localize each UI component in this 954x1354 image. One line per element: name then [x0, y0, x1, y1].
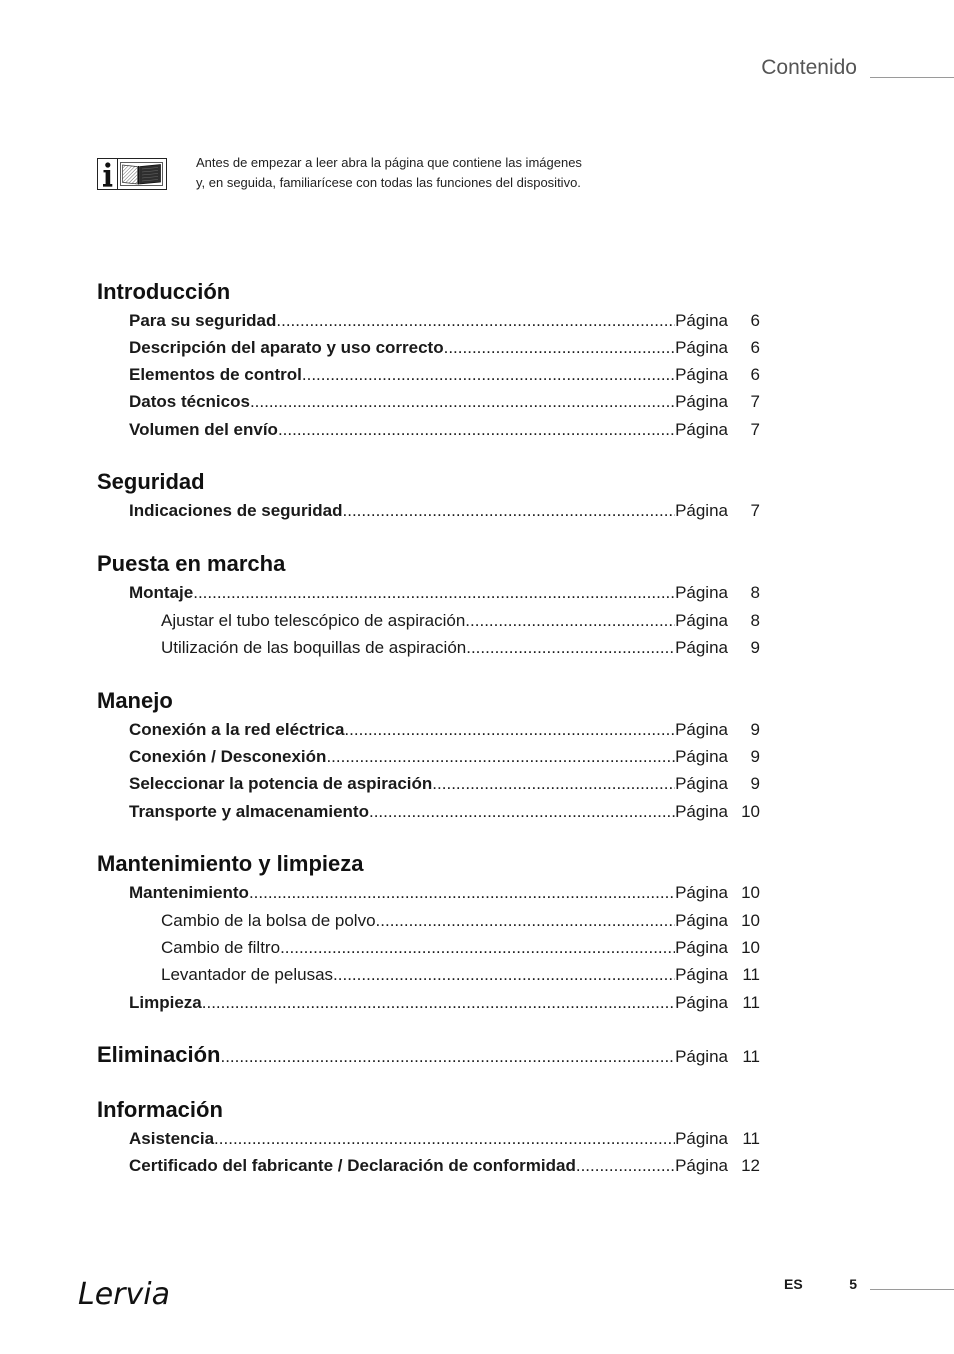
page-label: Página — [675, 965, 728, 985]
dot-leader — [249, 879, 675, 906]
dot-leader — [278, 416, 675, 443]
dot-leader — [369, 798, 675, 825]
entry-label: Descripción del aparato y uso correcto — [129, 337, 444, 357]
page-number: 6 — [750, 365, 760, 385]
page-number: 6 — [750, 310, 760, 330]
toc-entry — [97, 307, 760, 334]
section-title: Manejo — [97, 687, 173, 713]
page-label: Página — [675, 310, 728, 330]
dot-leader — [326, 743, 675, 770]
page-number: 9 — [750, 746, 760, 766]
page-label: Página — [675, 337, 728, 357]
toc-entry — [97, 879, 760, 906]
toc-entry — [97, 416, 760, 443]
dot-leader — [576, 1152, 675, 1179]
dot-leader — [376, 907, 676, 934]
notice-line: y, en seguida, familiarícese con todas las funciones del dispositivo. — [196, 175, 581, 190]
entry-label: Indicaciones de seguridad — [129, 501, 343, 521]
page-number: 10 — [741, 910, 760, 930]
page-number: 8 — [750, 610, 760, 630]
entry-label: Montaje — [129, 583, 194, 603]
section-title: Seguridad — [97, 469, 205, 495]
page-label: Página — [675, 1047, 728, 1067]
toc-entry — [97, 798, 760, 825]
page-number: 10 — [741, 883, 760, 903]
entry-label: Utilización de las boquillas de aspiración — [161, 637, 467, 657]
toc-entry — [97, 1125, 760, 1152]
page-label: Página — [675, 774, 728, 794]
page-number: 10 — [741, 801, 760, 821]
notice-text — [196, 153, 582, 193]
page-label: Página — [675, 1156, 728, 1176]
entry-label: Conexión a la red eléctrica — [129, 719, 345, 739]
entry-label: Mantenimiento — [129, 883, 249, 903]
toc-section-entry — [97, 1039, 760, 1070]
page-label: Página — [675, 992, 728, 1012]
toc-entry — [97, 388, 760, 415]
section-title: Puesta en marcha — [97, 551, 286, 577]
page-number: 8 — [750, 583, 760, 603]
page-label: Página — [675, 801, 728, 821]
page-number: 12 — [741, 1156, 760, 1176]
page-number: 11 — [742, 992, 760, 1012]
toc-entry — [97, 1152, 760, 1179]
page-label: Página — [675, 392, 728, 412]
section-title: Información — [97, 1096, 223, 1122]
entry-label: Cambio de la bolsa de polvo — [161, 910, 376, 930]
dot-leader — [432, 770, 675, 797]
dot-leader — [276, 307, 675, 334]
open-book-icon — [121, 163, 163, 186]
toc-section-puesta-en-marcha — [97, 548, 760, 661]
dot-leader — [465, 607, 675, 634]
page-header-title: Contenido — [761, 56, 857, 79]
toc-subentry — [97, 907, 760, 934]
section-title: Eliminación — [97, 1042, 221, 1068]
toc-entry — [97, 579, 760, 606]
toc-section-informacion — [97, 1094, 760, 1180]
page-label: Página — [675, 746, 728, 766]
page-label: Página — [675, 610, 728, 630]
entry-label: Conexión / Desconexión — [129, 746, 327, 766]
page-number: 10 — [741, 937, 760, 957]
table-of-contents — [97, 276, 760, 1180]
entry-label: Seleccionar la potencia de aspiración — [129, 774, 433, 794]
page-label: Página — [675, 883, 728, 903]
dot-leader — [280, 934, 675, 961]
dot-leader — [344, 716, 675, 743]
dot-leader — [343, 497, 676, 524]
entry-label: Limpieza — [129, 992, 202, 1012]
footer-rule — [870, 1289, 954, 1290]
page-number: 6 — [750, 337, 760, 357]
entry-label: Elementos de control — [129, 365, 302, 385]
footer-page-number: 5 — [849, 1276, 857, 1292]
entry-label: Transporte y almacenamiento — [129, 801, 369, 821]
toc-entry — [97, 361, 760, 388]
entry-label: Asistencia — [129, 1128, 215, 1148]
toc-section-eliminacion — [97, 1039, 760, 1070]
entry-label: Volumen del envío — [129, 419, 278, 439]
toc-entry — [97, 716, 760, 743]
toc-subentry — [97, 634, 760, 661]
entry-label: Ajustar el tubo telescópico de aspiración — [161, 610, 466, 630]
dot-leader — [250, 388, 675, 415]
notice-line: Antes de empezar a leer abra la página que contiene las imágenes — [196, 155, 582, 170]
entry-label: Cambio de filtro — [161, 937, 281, 957]
toc-subentry — [97, 961, 760, 988]
dot-leader — [333, 961, 675, 988]
entry-label: Para su seguridad — [129, 310, 277, 330]
dot-leader — [302, 361, 675, 388]
info-read-first-icon — [97, 158, 167, 190]
entry-label: Datos técnicos — [129, 392, 250, 412]
page-label: Página — [675, 719, 728, 739]
toc-section-manejo — [97, 685, 760, 825]
page-label: Página — [675, 501, 728, 521]
page-label: Página — [675, 419, 728, 439]
page-number: 7 — [750, 392, 760, 412]
page-label: Página — [675, 365, 728, 385]
dot-leader — [466, 634, 675, 661]
section-title: Introducción — [97, 278, 231, 304]
toc-entry — [97, 770, 760, 797]
page-label: Página — [675, 637, 728, 657]
toc-entry — [97, 989, 760, 1016]
toc-entry — [97, 334, 760, 361]
toc-entry — [97, 743, 760, 770]
dot-leader — [220, 1041, 675, 1072]
toc-subentry — [97, 934, 760, 961]
page-label: Página — [675, 910, 728, 930]
dot-leader — [193, 579, 675, 606]
dot-leader — [444, 334, 675, 361]
page-number: 11 — [742, 1047, 760, 1067]
page-number: 11 — [742, 1128, 760, 1148]
page-label: Página — [675, 583, 728, 603]
page-number: 9 — [750, 774, 760, 794]
section-title: Mantenimiento y limpieza — [97, 851, 364, 877]
dot-leader — [214, 1125, 675, 1152]
page-number: 9 — [750, 637, 760, 657]
page-number: 7 — [750, 501, 760, 521]
toc-section-introduccion — [97, 276, 760, 443]
brand-logo: Lervia — [78, 1277, 170, 1312]
entry-label: Levantador de pelusas — [161, 965, 334, 985]
entry-label: Certificado del fabricante / Declaración de conformidad — [129, 1156, 576, 1176]
header-rule — [870, 77, 954, 78]
page-number: 9 — [750, 719, 760, 739]
page-number: 7 — [750, 419, 760, 439]
dot-leader — [202, 989, 675, 1016]
toc-section-mantenimiento-y-limpieza — [97, 848, 760, 1015]
page-label: Página — [675, 1128, 728, 1148]
footer-language: ES — [784, 1276, 803, 1292]
page-label: Página — [675, 937, 728, 957]
toc-subentry — [97, 607, 760, 634]
page-number: 11 — [742, 965, 760, 985]
toc-entry — [97, 497, 760, 524]
toc-section-seguridad — [97, 466, 760, 524]
